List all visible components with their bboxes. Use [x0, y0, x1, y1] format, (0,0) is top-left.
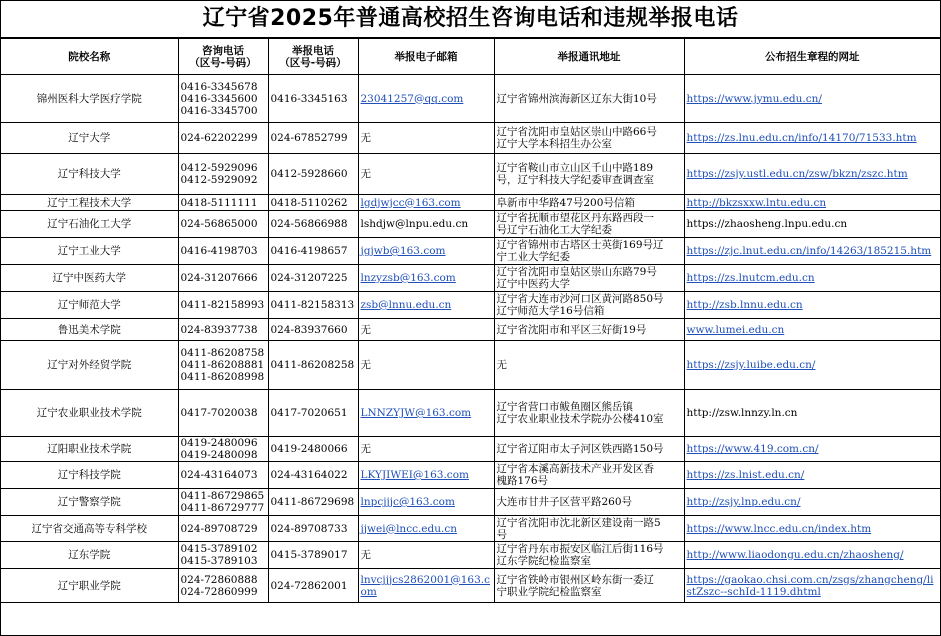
report-phone: [268, 516, 358, 542]
charter-url-text: http://zsw.lnnzy.ln.cn: [686, 407, 798, 419]
charter-url: [684, 195, 940, 211]
report-email-text[interactable]: LNNZYJW@163.com: [360, 407, 472, 419]
report-address: [494, 569, 684, 603]
report-email-text[interactable]: 23041257@qq.com: [360, 92, 464, 105]
charter-url-text[interactable]: https://zs.lnu.edu.cn/info/14170/71533.htm: [686, 132, 917, 144]
school-name-text: 辽宁科技大学: [57, 168, 121, 180]
report-phone-text: 0419-2480066: [270, 443, 348, 455]
consult-phone-text: 024-31207666: [180, 272, 258, 284]
school-name: [1, 75, 178, 123]
school-name: [1, 319, 178, 341]
charter-url-text[interactable]: https://zsjy.luibe.edu.cn/: [686, 359, 816, 371]
report-phone: [268, 319, 358, 341]
school-name: [1, 195, 178, 211]
report-phone-text: 024-67852799: [270, 132, 348, 144]
report-address: [494, 123, 684, 154]
table-row: [1, 319, 940, 341]
report-address: [494, 542, 684, 569]
report-phone: [268, 569, 358, 603]
table-row: [1, 341, 940, 390]
table-row: [1, 123, 940, 154]
report-address: [494, 341, 684, 390]
charter-url: [684, 265, 940, 292]
school-name-text: 锦州医科大学医疗学院: [36, 92, 142, 105]
report-phone-text: 0417-7020651: [270, 407, 348, 419]
consult-phone: [178, 462, 268, 489]
report-address: [494, 516, 684, 542]
report-address-text: 辽宁省铁岭市银州区岭东街一委辽 宁职业学院纪检监察室: [496, 573, 654, 598]
report-address: [494, 238, 684, 265]
header-report-email: 举报电子邮箱: [358, 39, 494, 75]
school-name: [1, 154, 178, 195]
table-row: [1, 489, 940, 516]
consult-phone-text: 0411-86729865 0411-86729777: [180, 490, 265, 514]
consult-phone-text: 0418-5111111: [180, 196, 258, 209]
school-name-text: 辽宁工业大学: [57, 245, 121, 257]
charter-url: [684, 75, 940, 123]
report-address-text: 辽宁省本溪高新技术产业开发区香 槐路176号: [496, 463, 654, 487]
table-row: [1, 265, 940, 292]
consult-phone: [178, 75, 268, 123]
report-address: [494, 195, 684, 211]
report-address: [494, 462, 684, 489]
charter-url: [684, 238, 940, 265]
report-email-text[interactable]: zsb@lnnu.edu.cn: [360, 299, 452, 311]
report-email-text[interactable]: lnvcjjjcs2862001@163.com: [360, 573, 490, 598]
consult-phone-text: 024-62202299: [180, 132, 258, 144]
report-email-text: 无: [360, 549, 371, 561]
school-name-text: 辽宁农业职业技术学院: [36, 407, 142, 419]
charter-url-text: https://zhaosheng.lnpu.edu.cn: [686, 218, 848, 230]
header-charter-url: 公布招生章程的网址: [684, 39, 940, 75]
table-row: [1, 75, 940, 123]
consult-phone-text: 0416-3345678 0416-3345600 0416-3345700: [180, 80, 258, 117]
consult-phone: [178, 265, 268, 292]
report-phone-text: 0411-82158313: [270, 299, 355, 311]
report-phone: [268, 462, 358, 489]
report-phone: [268, 437, 358, 462]
report-email: [358, 542, 494, 569]
charter-url: [684, 462, 940, 489]
report-email: [358, 238, 494, 265]
charter-url-text[interactable]: http://zsjy.lnp.edu.cn/: [686, 496, 801, 508]
report-phone-text: 024-56866988: [270, 218, 348, 230]
charter-url-text[interactable]: https://www.419.com.cn/: [686, 443, 819, 455]
report-phone: [268, 542, 358, 569]
report-email: [358, 211, 494, 238]
consult-phone: [178, 195, 268, 211]
charter-url-text[interactable]: www.lumei.edu.cn: [686, 323, 785, 336]
report-email: [358, 195, 494, 211]
charter-url-text[interactable]: http://zsb.lnnu.edu.cn: [686, 299, 803, 311]
report-phone-text: 0411-86729698: [270, 496, 355, 508]
report-address: [494, 265, 684, 292]
table-row: [1, 516, 940, 542]
consult-phone-text: 024-43164073: [180, 469, 258, 481]
consult-phone-text: 0411-82158993: [180, 299, 265, 311]
table-row: [1, 569, 940, 603]
report-phone-text: 024-43164022: [270, 469, 348, 481]
report-address-text: 辽宁省锦州滨海新区辽东大街10号: [496, 92, 657, 105]
school-name: [1, 238, 178, 265]
report-address-text: 辽宁省丹东市振安区临江后街116号 辽东学院纪检监察室: [496, 543, 664, 567]
charter-url: [684, 154, 940, 195]
report-address-text: 辽宁省大连市沙河口区黄河路850号 辽宁师范大学16号信箱: [496, 293, 664, 317]
report-phone: [268, 75, 358, 123]
report-phone: [268, 265, 358, 292]
consult-phone: [178, 123, 268, 154]
report-email: [358, 292, 494, 319]
consult-phone: [178, 516, 268, 542]
report-address-text: 辽宁省沈阳市皇姑区崇山中路66号 辽宁大学本科招生办公室: [496, 126, 657, 150]
header-report-phone: 举报电话 （区号-号码）: [268, 39, 358, 75]
school-name-text: 辽宁大学: [68, 132, 111, 144]
report-address-text: 辽宁省沈阳市皇姑区崇山东路79号 辽宁中医药大学: [496, 266, 657, 290]
charter-url-text[interactable]: https://zjc.lnut.edu.cn/info/14263/185215.htm: [686, 245, 932, 257]
report-phone-text: 0415-3789017: [270, 549, 348, 561]
charter-url: [684, 292, 940, 319]
charter-url: [684, 489, 940, 516]
report-phone-text: 024-83937660: [270, 323, 348, 336]
school-name-text: 辽宁工程技术大学: [47, 196, 132, 209]
report-phone: [268, 195, 358, 211]
charter-url: [684, 211, 940, 238]
consult-phone: [178, 437, 268, 462]
consult-phone: [178, 569, 268, 603]
consult-phone-text: 0412-5929096 0412-5929092: [180, 162, 258, 186]
report-address-text: 辽宁省锦州市古塔区士英街169号辽 宁工业大学纪委: [496, 239, 664, 263]
report-email-text: 无: [360, 323, 371, 336]
table-row: [1, 542, 940, 569]
charter-url-text[interactable]: https://zs.lnist.edu.cn/: [686, 469, 805, 481]
report-email-text: 无: [360, 132, 371, 144]
charter-url: [684, 437, 940, 462]
report-email: [358, 319, 494, 341]
consult-phone-text: 024-56865000: [180, 218, 258, 230]
report-email-text[interactable]: LKYJIWEI@163.com: [360, 469, 469, 481]
report-phone-text: 0411-86208258: [270, 359, 355, 371]
school-name: [1, 569, 178, 603]
report-email: [358, 390, 494, 437]
report-address: [494, 292, 684, 319]
school-name-text: 辽阳职业技术学院: [47, 443, 132, 455]
table-row: [1, 390, 940, 437]
school-name-text: 辽宁对外经贸学院: [47, 359, 132, 371]
report-email: [358, 341, 494, 390]
report-email: [358, 489, 494, 516]
report-address: [494, 489, 684, 516]
school-name-text: 辽宁师范大学: [57, 299, 121, 311]
report-address-text: 辽宁省抚顺市望花区丹东路西段一 号辽宁石油化工大学纪委: [496, 212, 654, 236]
table-body: [1, 75, 940, 603]
report-address: [494, 390, 684, 437]
report-phone: [268, 390, 358, 437]
charter-url: [684, 319, 940, 341]
consult-phone: [178, 489, 268, 516]
charter-url: [684, 390, 940, 437]
table-row: [1, 462, 940, 489]
report-phone-text: 0418-5110262: [270, 196, 348, 209]
report-phone-text: 0416-4198657: [270, 245, 348, 257]
consult-phone: [178, 341, 268, 390]
school-name: [1, 123, 178, 154]
report-phone: [268, 211, 358, 238]
report-phone: [268, 123, 358, 154]
report-address: [494, 75, 684, 123]
consult-phone-text: 0415-3789102 0415-3789103: [180, 543, 258, 567]
report-email: [358, 265, 494, 292]
charter-url-text[interactable]: https://www.lncc.edu.cn/index.htm: [686, 522, 872, 535]
table-row: [1, 292, 940, 319]
table-row: [1, 154, 940, 195]
charter-url-text[interactable]: https://www.jymu.edu.cn/: [686, 92, 822, 105]
report-phone-text: 024-89708733: [270, 522, 348, 535]
school-name: [1, 211, 178, 238]
school-name-text: 辽宁职业学院: [57, 579, 121, 592]
report-address: [494, 154, 684, 195]
school-name: [1, 390, 178, 437]
report-phone-text: 024-72862001: [270, 579, 348, 592]
charter-url: [684, 516, 940, 542]
report-email: [358, 462, 494, 489]
school-name: [1, 516, 178, 542]
charter-url: [684, 569, 940, 603]
charter-url-text[interactable]: https://zs.lnutcm.edu.cn: [686, 272, 815, 284]
header-row: [1, 39, 940, 75]
charter-url-text[interactable]: http://www.liaodongu.edu.cn/zhaosheng/: [686, 549, 904, 561]
consult-phone: [178, 390, 268, 437]
school-name: [1, 437, 178, 462]
charter-url: [684, 542, 940, 569]
report-email-text[interactable]: lnzyzsb@163.com: [360, 272, 456, 284]
report-email-text: lshdjw@lnpu.edu.cn: [360, 218, 469, 230]
consult-phone: [178, 211, 268, 238]
report-address-text: 大连市甘井子区营平路260号: [496, 496, 633, 508]
charter-url: [684, 341, 940, 390]
consult-phone: [178, 154, 268, 195]
report-email: [358, 75, 494, 123]
table-row: [1, 437, 940, 462]
charter-url: [684, 123, 940, 154]
report-email: [358, 437, 494, 462]
report-phone: [268, 341, 358, 390]
report-address-text: 辽宁省鞍山市立山区千山中路189 号，辽宁科技大学纪委审查调查室: [496, 162, 654, 186]
consult-phone-text: 0416-4198703: [180, 245, 258, 257]
report-email-text[interactable]: jjwei@lncc.edu.cn: [360, 522, 457, 535]
consult-phone: [178, 292, 268, 319]
header-school: 院校名称: [1, 39, 178, 75]
report-email-text: 无: [360, 168, 371, 180]
report-phone: [268, 238, 358, 265]
report-address-text: 辽宁省沈阳市沈北新区建设南一路5 号: [496, 516, 661, 541]
consult-phone-text: 0419-2480096 0419-2480098: [180, 437, 258, 461]
school-name-text: 辽宁警察学院: [57, 496, 121, 508]
contact-table: [1, 38, 940, 603]
report-email: [358, 154, 494, 195]
table-row: [1, 211, 940, 238]
school-name: [1, 341, 178, 390]
consult-phone: [178, 319, 268, 341]
report-phone: [268, 292, 358, 319]
charter-url-text[interactable]: https://gaokao.chsi.com.cn/zsgs/zhangcheng/listZszc--schId-1119.dhtml: [686, 573, 934, 598]
report-phone: [268, 154, 358, 195]
report-email: [358, 569, 494, 603]
school-name-text: 鲁迅美术学院: [57, 323, 121, 336]
consult-phone-text: 0417-7020038: [180, 407, 258, 419]
report-email: [358, 516, 494, 542]
consult-phone-text: 0411-86208758 0411-86208881 0411-86208998: [180, 347, 265, 383]
document-title: 辽宁省2025年普通高校招生咨询电话和违规举报电话: [1, 1, 940, 38]
report-address-text: 无: [496, 359, 507, 371]
consult-phone-text: 024-89708729: [180, 522, 258, 535]
report-email-text: 无: [360, 443, 371, 455]
report-address-text: 辽宁省沈阳市和平区三好街19号: [496, 323, 647, 336]
report-email-text[interactable]: lgdjwjcc@163.com: [360, 196, 461, 209]
report-phone-text: 0412-5928660: [270, 168, 348, 180]
school-name: [1, 292, 178, 319]
header-consult-phone: 咨询电话 （区号-号码）: [178, 39, 268, 75]
report-address: [494, 319, 684, 341]
charter-url-text[interactable]: http://bkzsxxw.lntu.edu.cn: [686, 196, 827, 209]
consult-phone-text: 024-72860888 024-72860999: [180, 573, 258, 598]
school-name-text: 辽宁科技学院: [57, 469, 121, 481]
report-email-text[interactable]: jgjwb@163.com: [360, 245, 446, 257]
header-report-address: 举报通讯地址: [494, 39, 684, 75]
school-name: [1, 462, 178, 489]
consult-phone: [178, 238, 268, 265]
school-name-text: 辽宁省交通高等专科学校: [31, 522, 147, 535]
school-name-text: 辽东学院: [68, 549, 111, 561]
table-row: [1, 195, 940, 211]
report-phone-text: 0416-3345163: [270, 92, 348, 105]
table-row: [1, 238, 940, 265]
report-address-text: 辽宁省营口市鲅鱼圈区熊岳镇 辽宁农业职业技术学院办公楼410室: [496, 401, 664, 425]
report-email: [358, 123, 494, 154]
school-name: [1, 542, 178, 569]
report-address-text: 阜新市中华路47号200号信箱: [496, 196, 635, 209]
consult-phone-text: 024-83937738: [180, 323, 258, 336]
report-address: [494, 211, 684, 238]
report-address: [494, 437, 684, 462]
charter-url-text[interactable]: https://zsjy.ustl.edu.cn/zsw/bkzn/zszc.htm: [686, 168, 908, 180]
school-name-text: 辽宁中医药大学: [52, 272, 126, 284]
school-name: [1, 265, 178, 292]
report-email-text: 无: [360, 359, 371, 371]
report-phone: [268, 489, 358, 516]
report-phone-text: 024-31207225: [270, 272, 348, 284]
school-name-text: 辽宁石油化工大学: [47, 218, 132, 230]
consult-phone: [178, 542, 268, 569]
school-name: [1, 489, 178, 516]
report-email-text[interactable]: lnpcjjjc@163.com: [360, 496, 455, 508]
report-address-text: 辽宁省辽阳市太子河区铁西路150号: [496, 443, 664, 455]
